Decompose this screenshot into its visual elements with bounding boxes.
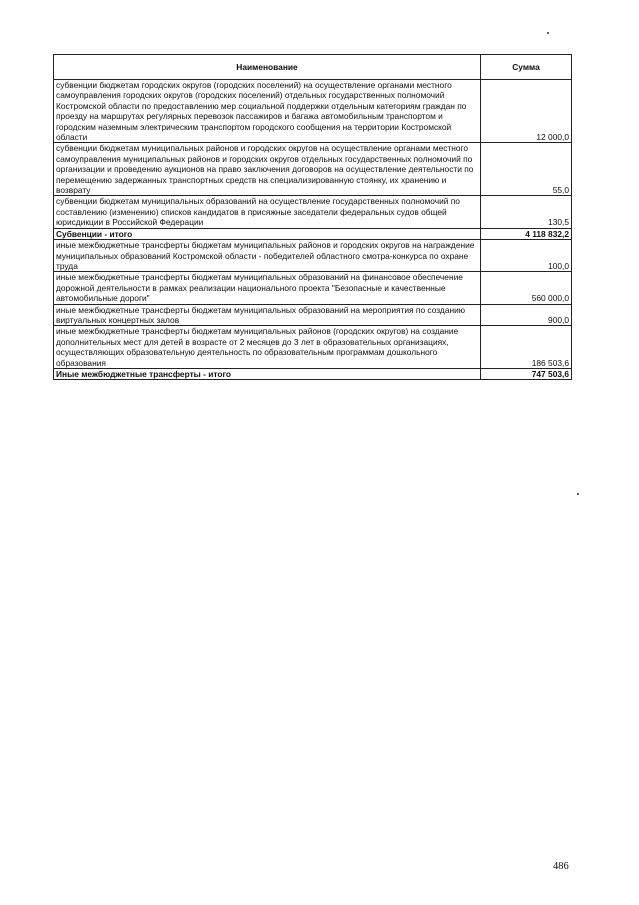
budget-table <box>53 54 572 380</box>
row-name: иные межбюджетные трансферты бюджетам муниципальных образований на финансовое обеспечение дорожной деятельности в рамках реализации национального проекта "Безопасные и качественные автомобильные дороги" <box>54 272 481 304</box>
row-sum: 4 118 832,2 <box>481 228 572 239</box>
scan-speck <box>577 493 579 495</box>
table-total-row <box>54 368 572 379</box>
table-row <box>54 80 572 143</box>
row-name: Иные межбюджетные трансферты - итого <box>54 368 481 379</box>
table-row <box>54 143 572 196</box>
row-sum: 560 000,0 <box>481 272 572 304</box>
table-row <box>54 326 572 369</box>
table-row <box>54 304 572 326</box>
row-name: иные межбюджетные трансферты бюджетам муниципальных районов и городских округов на награждение муниципальных образований Костромской области - победителей областного смотра-конкурса по охране труда <box>54 240 481 272</box>
page-number: 486 <box>553 861 569 872</box>
header-name: Наименование <box>54 55 481 80</box>
table-row <box>54 240 572 272</box>
table-body <box>54 80 572 380</box>
table-header-row <box>54 55 572 80</box>
row-sum: 900,0 <box>481 304 572 326</box>
row-name: субвенции бюджетам муниципальных районов и городских округов на осуществление органами местного самоуправления муниципальных районов и городских округов отдельных государственных полномочий по организации и проведению аукционов на право заключения договоров на осуществление деятельности по перемещению задержанных транспортных средств на специализированную стоянку, их хранению и возврату <box>54 143 481 196</box>
row-sum: 130,5 <box>481 196 572 228</box>
header-sum: Сумма <box>481 55 572 80</box>
table-total-row <box>54 228 572 239</box>
row-name: Субвенции - итого <box>54 228 481 239</box>
row-sum: 186 503,6 <box>481 326 572 369</box>
row-sum: 12 000,0 <box>481 80 572 143</box>
scan-speck <box>547 32 549 34</box>
row-name: иные межбюджетные трансферты бюджетам муниципальных образований на мероприятия по созданию виртуальных концертных залов <box>54 304 481 326</box>
table-row <box>54 272 572 304</box>
row-name: субвенции бюджетам муниципальных образований на осуществление государственных полномочий по составлению (изменению) списков кандидатов в присяжные заседатели федеральных судов общей юрисдикции в Российской Федерации <box>54 196 481 228</box>
row-sum: 747 503,6 <box>481 368 572 379</box>
row-name: иные межбюджетные трансферты бюджетам муниципальных районов (городских округов) на создание дополнительных мест для детей в возрасте от 2 месяцев до 3 лет в образовательных организациях, осуществляющих образовательную деятельность по образовательным программам дошкольного образования <box>54 326 481 369</box>
row-sum: 100,0 <box>481 240 572 272</box>
row-sum: 55,0 <box>481 143 572 196</box>
row-name: субвенции бюджетам городских округов (городских поселений) на осуществление органами местного самоуправления городских округов (городских поселений) отдельных государственных полномочий Костромской области по предоставлению мер социальной поддержки отдельным категориям граждан по проезду на маршрутах регулярных перевозок пассажиров и багажа автомобильным транспортом и городским наземным электрическим транспортом городского сообщения на территории Костромской области <box>54 80 481 143</box>
table-row <box>54 196 572 228</box>
